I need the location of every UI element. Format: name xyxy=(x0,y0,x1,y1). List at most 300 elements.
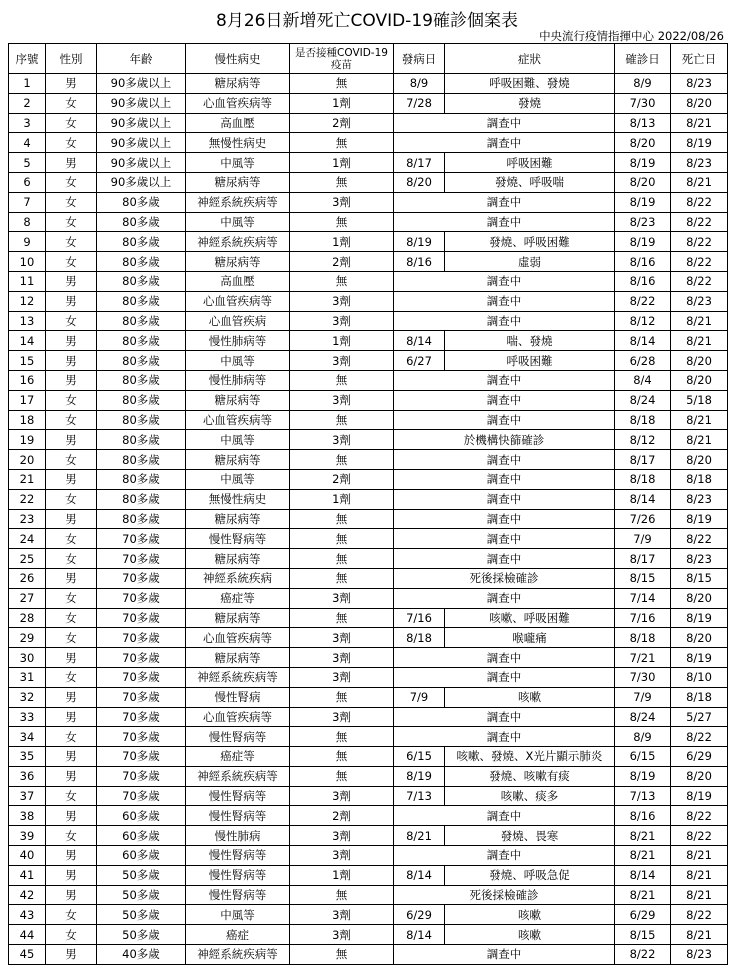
cell-vaccine: 3劑 xyxy=(290,648,394,668)
cell-death: 8/21 xyxy=(671,885,728,905)
cell-history: 神經系統疾病等 xyxy=(186,766,290,786)
cell-age: 80多歲 xyxy=(97,469,186,489)
table-row xyxy=(9,806,728,826)
cell-age: 70多歲 xyxy=(97,747,186,767)
cell-vaccine: 無 xyxy=(290,410,394,430)
cell-index: 43 xyxy=(9,905,46,925)
cell-confirmed: 8/21 xyxy=(615,885,671,905)
cell-age: 70多歲 xyxy=(97,766,186,786)
cell-confirmed: 7/13 xyxy=(615,786,671,806)
cell-age: 80多歲 xyxy=(97,311,186,331)
cell-index: 15 xyxy=(9,351,46,371)
cell-index: 37 xyxy=(9,786,46,806)
cell-index: 3 xyxy=(9,113,46,133)
table-row xyxy=(9,232,728,252)
cell-confirmed: 8/17 xyxy=(615,549,671,569)
cell-sex: 男 xyxy=(46,370,97,390)
table-row xyxy=(9,351,728,371)
cell-onset: 6/27 xyxy=(394,351,445,371)
cell-sex: 男 xyxy=(46,806,97,826)
cell-history: 糖尿病等 xyxy=(186,252,290,272)
cell-symptoms: 咳嗽 xyxy=(445,925,615,945)
cell-confirmed: 8/14 xyxy=(615,489,671,509)
cell-sex: 女 xyxy=(46,608,97,628)
header-history: 慢性病史 xyxy=(186,44,290,74)
cell-confirmed: 8/16 xyxy=(615,271,671,291)
cell-history: 無慢性病史 xyxy=(186,489,290,509)
cell-index: 5 xyxy=(9,153,46,173)
cell-death: 8/23 xyxy=(671,74,728,94)
cell-death: 8/22 xyxy=(671,727,728,747)
cell-history: 中風等 xyxy=(186,905,290,925)
cell-death: 8/15 xyxy=(671,568,728,588)
cell-sex: 女 xyxy=(46,192,97,212)
table-row xyxy=(9,608,728,628)
cell-sex: 男 xyxy=(46,687,97,707)
table-row xyxy=(9,172,728,192)
cell-age: 70多歲 xyxy=(97,667,186,687)
cell-vaccine: 3劑 xyxy=(290,430,394,450)
cell-age: 80多歲 xyxy=(97,192,186,212)
cell-confirmed: 8/4 xyxy=(615,370,671,390)
cell-confirmed: 8/19 xyxy=(615,153,671,173)
cell-symptoms: 死後採檢確診 xyxy=(394,568,615,588)
cell-death: 8/22 xyxy=(671,826,728,846)
cell-symptoms: 咳嗽 xyxy=(445,687,615,707)
header-vaccine: 是否接種COVID-19疫苗 xyxy=(290,44,394,74)
table-row xyxy=(9,113,728,133)
cell-symptoms: 調查中 xyxy=(394,192,615,212)
cell-history: 心血管疾病等 xyxy=(186,707,290,727)
cell-confirmed: 8/18 xyxy=(615,410,671,430)
cell-age: 50多歲 xyxy=(97,865,186,885)
cell-death: 8/21 xyxy=(671,172,728,192)
cell-confirmed: 6/28 xyxy=(615,351,671,371)
cell-symptoms: 呼吸困難 xyxy=(445,153,615,173)
cell-confirmed: 8/16 xyxy=(615,806,671,826)
cell-age: 90多歲以上 xyxy=(97,133,186,153)
header-sex: 性別 xyxy=(46,44,97,74)
cell-symptoms: 虛弱 xyxy=(445,252,615,272)
cell-confirmed: 8/24 xyxy=(615,707,671,727)
cell-confirmed: 8/20 xyxy=(615,172,671,192)
cell-sex: 男 xyxy=(46,74,97,94)
cell-age: 70多歲 xyxy=(97,727,186,747)
cell-confirmed: 8/12 xyxy=(615,311,671,331)
cell-death: 8/21 xyxy=(671,925,728,945)
cell-history: 慢性腎病等 xyxy=(186,806,290,826)
cell-vaccine: 3劑 xyxy=(290,628,394,648)
cell-onset: 8/14 xyxy=(394,925,445,945)
cell-index: 39 xyxy=(9,826,46,846)
cell-symptoms: 喘、發燒 xyxy=(445,331,615,351)
cell-age: 80多歲 xyxy=(97,509,186,529)
cell-death: 8/20 xyxy=(671,93,728,113)
cell-index: 42 xyxy=(9,885,46,905)
cell-sex: 女 xyxy=(46,410,97,430)
cell-sex: 男 xyxy=(46,568,97,588)
cell-index: 26 xyxy=(9,568,46,588)
cell-age: 90多歲以上 xyxy=(97,74,186,94)
cell-symptoms: 調查中 xyxy=(394,450,615,470)
cell-symptoms: 於機構快篩確診 xyxy=(394,430,615,450)
cell-history: 高血壓 xyxy=(186,271,290,291)
cell-confirmed: 7/30 xyxy=(615,93,671,113)
cell-history: 心血管疾病等 xyxy=(186,93,290,113)
cell-vaccine: 2劑 xyxy=(290,469,394,489)
cell-vaccine: 無 xyxy=(290,450,394,470)
cell-onset: 8/9 xyxy=(394,74,445,94)
cell-confirmed: 8/12 xyxy=(615,430,671,450)
cell-index: 9 xyxy=(9,232,46,252)
cell-sex: 男 xyxy=(46,351,97,371)
cell-history: 癌症 xyxy=(186,925,290,945)
cell-vaccine: 3劑 xyxy=(290,390,394,410)
cell-vaccine: 無 xyxy=(290,568,394,588)
cell-symptoms: 調查中 xyxy=(394,806,615,826)
cell-sex: 女 xyxy=(46,93,97,113)
cell-history: 高血壓 xyxy=(186,113,290,133)
cell-vaccine: 1劑 xyxy=(290,93,394,113)
cell-index: 38 xyxy=(9,806,46,826)
cell-sex: 女 xyxy=(46,628,97,648)
cell-symptoms: 調查中 xyxy=(394,648,615,668)
cell-vaccine: 3劑 xyxy=(290,192,394,212)
cell-index: 29 xyxy=(9,628,46,648)
cell-sex: 女 xyxy=(46,905,97,925)
cell-sex: 女 xyxy=(46,390,97,410)
cell-history: 神經系統疾病等 xyxy=(186,945,290,965)
cell-symptoms: 調查中 xyxy=(394,291,615,311)
cell-age: 70多歲 xyxy=(97,628,186,648)
cell-death: 8/18 xyxy=(671,469,728,489)
cell-vaccine: 無 xyxy=(290,133,394,153)
cell-index: 10 xyxy=(9,252,46,272)
cell-age: 70多歲 xyxy=(97,608,186,628)
cell-age: 60多歲 xyxy=(97,806,186,826)
cell-onset: 8/14 xyxy=(394,331,445,351)
cell-symptoms: 發燒、呼吸急促 xyxy=(445,865,615,885)
cell-index: 19 xyxy=(9,430,46,450)
cell-symptoms: 咳嗽、發燒、X光片顯示肺炎 xyxy=(445,747,615,767)
cell-death: 8/22 xyxy=(671,212,728,232)
cell-sex: 女 xyxy=(46,113,97,133)
cell-sex: 女 xyxy=(46,549,97,569)
cell-age: 80多歲 xyxy=(97,271,186,291)
table-row xyxy=(9,905,728,925)
cell-death: 8/19 xyxy=(671,133,728,153)
table-row xyxy=(9,786,728,806)
cell-vaccine: 3劑 xyxy=(290,925,394,945)
cell-sex: 女 xyxy=(46,450,97,470)
cell-death: 5/27 xyxy=(671,707,728,727)
cell-index: 41 xyxy=(9,865,46,885)
cell-sex: 女 xyxy=(46,588,97,608)
cell-index: 40 xyxy=(9,846,46,866)
cell-symptoms: 發燒、咳嗽有痰 xyxy=(445,766,615,786)
cell-vaccine: 1劑 xyxy=(290,153,394,173)
cell-index: 36 xyxy=(9,766,46,786)
cell-age: 70多歲 xyxy=(97,687,186,707)
cell-confirmed: 8/24 xyxy=(615,390,671,410)
cell-onset: 8/19 xyxy=(394,232,445,252)
cell-vaccine: 3劑 xyxy=(290,707,394,727)
table-row xyxy=(9,509,728,529)
cell-index: 31 xyxy=(9,667,46,687)
cell-death: 8/22 xyxy=(671,806,728,826)
table-row xyxy=(9,766,728,786)
cell-history: 糖尿病等 xyxy=(186,608,290,628)
cell-history: 神經系統疾病等 xyxy=(186,192,290,212)
header-age: 年齡 xyxy=(97,44,186,74)
page-title: 8月26日新增死亡COVID-19確診個案表 xyxy=(216,11,518,31)
cell-age: 70多歲 xyxy=(97,648,186,668)
cell-death: 8/21 xyxy=(671,846,728,866)
cell-index: 13 xyxy=(9,311,46,331)
cell-symptoms: 調查中 xyxy=(394,311,615,331)
cell-history: 慢性肺病等 xyxy=(186,331,290,351)
cell-index: 45 xyxy=(9,945,46,965)
table-row xyxy=(9,826,728,846)
cell-vaccine: 2劑 xyxy=(290,806,394,826)
cell-symptoms: 調查中 xyxy=(394,549,615,569)
table-row xyxy=(9,925,728,945)
cell-confirmed: 8/15 xyxy=(615,925,671,945)
cell-history: 糖尿病等 xyxy=(186,648,290,668)
cell-onset: 8/16 xyxy=(394,252,445,272)
cell-vaccine: 無 xyxy=(290,529,394,549)
cell-index: 18 xyxy=(9,410,46,430)
cell-age: 90多歲以上 xyxy=(97,93,186,113)
cell-index: 4 xyxy=(9,133,46,153)
cell-history: 中風等 xyxy=(186,430,290,450)
cell-onset: 8/14 xyxy=(394,865,445,885)
cell-confirmed: 8/19 xyxy=(615,232,671,252)
cell-history: 神經系統疾病等 xyxy=(186,667,290,687)
cell-symptoms: 調查中 xyxy=(394,509,615,529)
cell-index: 22 xyxy=(9,489,46,509)
cell-death: 8/23 xyxy=(671,945,728,965)
table-row xyxy=(9,687,728,707)
table-body xyxy=(9,74,728,965)
cell-age: 90多歲以上 xyxy=(97,113,186,133)
cell-history: 慢性肺病等 xyxy=(186,370,290,390)
cell-vaccine: 無 xyxy=(290,549,394,569)
cell-sex: 男 xyxy=(46,865,97,885)
cell-death: 8/19 xyxy=(671,648,728,668)
cell-history: 糖尿病等 xyxy=(186,390,290,410)
cell-sex: 男 xyxy=(46,885,97,905)
cell-confirmed: 8/18 xyxy=(615,469,671,489)
cell-confirmed: 7/21 xyxy=(615,648,671,668)
cell-index: 33 xyxy=(9,707,46,727)
source-note: 中央流行疫情指揮中心 2022/08/26 xyxy=(539,29,724,43)
cell-history: 慢性腎病等 xyxy=(186,529,290,549)
cell-onset: 6/15 xyxy=(394,747,445,767)
cell-symptoms: 調查中 xyxy=(394,707,615,727)
cell-index: 28 xyxy=(9,608,46,628)
cell-confirmed: 8/18 xyxy=(615,628,671,648)
cell-confirmed: 8/14 xyxy=(615,331,671,351)
table-row xyxy=(9,747,728,767)
cell-symptoms: 調查中 xyxy=(394,945,615,965)
cell-index: 2 xyxy=(9,93,46,113)
cell-symptoms: 調查中 xyxy=(394,469,615,489)
cell-age: 80多歲 xyxy=(97,291,186,311)
cell-vaccine: 3劑 xyxy=(290,905,394,925)
cell-sex: 女 xyxy=(46,727,97,747)
cell-symptoms: 調查中 xyxy=(394,370,615,390)
table-row xyxy=(9,568,728,588)
cell-confirmed: 8/21 xyxy=(615,826,671,846)
cell-confirmed: 7/26 xyxy=(615,509,671,529)
cell-confirmed: 7/30 xyxy=(615,667,671,687)
cell-history: 慢性腎病等 xyxy=(186,885,290,905)
cell-age: 80多歲 xyxy=(97,489,186,509)
cell-confirmed: 7/9 xyxy=(615,687,671,707)
cell-death: 8/18 xyxy=(671,687,728,707)
cell-index: 30 xyxy=(9,648,46,668)
cell-death: 8/10 xyxy=(671,667,728,687)
cell-symptoms: 調查中 xyxy=(394,529,615,549)
header-onset: 發病日 xyxy=(394,44,445,74)
cell-vaccine: 3劑 xyxy=(290,786,394,806)
cell-vaccine: 3劑 xyxy=(290,291,394,311)
cell-symptoms: 調查中 xyxy=(394,846,615,866)
cell-death: 8/21 xyxy=(671,113,728,133)
cell-vaccine: 無 xyxy=(290,608,394,628)
table-row xyxy=(9,93,728,113)
cell-confirmed: 8/19 xyxy=(615,766,671,786)
cell-vaccine: 無 xyxy=(290,945,394,965)
cell-death: 8/20 xyxy=(671,588,728,608)
cell-confirmed: 6/15 xyxy=(615,747,671,767)
cell-symptoms: 發燒、呼吸喘 xyxy=(445,172,615,192)
cell-confirmed: 7/9 xyxy=(615,529,671,549)
cell-index: 21 xyxy=(9,469,46,489)
table-row xyxy=(9,153,728,173)
cell-age: 60多歲 xyxy=(97,846,186,866)
cell-symptoms: 調查中 xyxy=(394,133,615,153)
cell-history: 神經系統疾病等 xyxy=(186,232,290,252)
cell-death: 8/21 xyxy=(671,311,728,331)
cell-vaccine: 1劑 xyxy=(290,331,394,351)
cell-age: 90多歲以上 xyxy=(97,153,186,173)
cell-age: 50多歲 xyxy=(97,885,186,905)
cell-history: 心血管疾病等 xyxy=(186,628,290,648)
table-row xyxy=(9,727,728,747)
cell-vaccine: 無 xyxy=(290,370,394,390)
cell-symptoms: 死後採檢確診 xyxy=(394,885,615,905)
cell-onset: 8/19 xyxy=(394,766,445,786)
cell-death: 8/21 xyxy=(671,331,728,351)
cell-confirmed: 8/15 xyxy=(615,568,671,588)
cell-history: 神經系統疾病 xyxy=(186,568,290,588)
cell-age: 70多歲 xyxy=(97,529,186,549)
cell-age: 70多歲 xyxy=(97,786,186,806)
cell-age: 50多歲 xyxy=(97,905,186,925)
cell-index: 32 xyxy=(9,687,46,707)
cell-sex: 女 xyxy=(46,826,97,846)
cell-history: 慢性腎病等 xyxy=(186,786,290,806)
cell-vaccine: 無 xyxy=(290,687,394,707)
cell-vaccine: 1劑 xyxy=(290,232,394,252)
cell-death: 8/21 xyxy=(671,430,728,450)
cell-sex: 男 xyxy=(46,846,97,866)
cell-history: 心血管疾病等 xyxy=(186,410,290,430)
cell-sex: 男 xyxy=(46,509,97,529)
cell-death: 8/20 xyxy=(671,628,728,648)
cell-vaccine: 無 xyxy=(290,885,394,905)
cell-confirmed: 8/17 xyxy=(615,450,671,470)
cell-onset: 8/20 xyxy=(394,172,445,192)
cell-age: 80多歲 xyxy=(97,252,186,272)
cell-index: 7 xyxy=(9,192,46,212)
cell-vaccine: 3劑 xyxy=(290,351,394,371)
table-row xyxy=(9,450,728,470)
cell-onset: 7/13 xyxy=(394,786,445,806)
cell-sex: 女 xyxy=(46,311,97,331)
cell-death: 8/20 xyxy=(671,351,728,371)
table-row xyxy=(9,667,728,687)
cell-onset: 8/18 xyxy=(394,628,445,648)
cell-history: 無慢性病史 xyxy=(186,133,290,153)
cell-death: 8/19 xyxy=(671,608,728,628)
cell-death: 8/19 xyxy=(671,786,728,806)
cell-age: 70多歲 xyxy=(97,549,186,569)
cell-onset: 7/9 xyxy=(394,687,445,707)
cell-symptoms: 調查中 xyxy=(394,489,615,509)
cell-vaccine: 3劑 xyxy=(290,311,394,331)
header-confirmed: 確診日 xyxy=(615,44,671,74)
cell-index: 44 xyxy=(9,925,46,945)
table-row xyxy=(9,430,728,450)
cell-sex: 女 xyxy=(46,925,97,945)
cell-vaccine: 無 xyxy=(290,747,394,767)
cell-sex: 男 xyxy=(46,766,97,786)
cell-death: 8/23 xyxy=(671,153,728,173)
cell-sex: 女 xyxy=(46,212,97,232)
header-index: 序號 xyxy=(9,44,46,74)
table-row xyxy=(9,390,728,410)
cell-onset: 8/17 xyxy=(394,153,445,173)
cell-death: 8/22 xyxy=(671,271,728,291)
cell-death: 8/21 xyxy=(671,410,728,430)
cell-confirmed: 8/9 xyxy=(615,74,671,94)
cell-symptoms: 調查中 xyxy=(394,113,615,133)
cell-history: 糖尿病等 xyxy=(186,549,290,569)
cell-index: 20 xyxy=(9,450,46,470)
cell-onset: 8/21 xyxy=(394,826,445,846)
cell-sex: 男 xyxy=(46,331,97,351)
cell-symptoms: 調查中 xyxy=(394,727,615,747)
cell-death: 8/20 xyxy=(671,370,728,390)
cell-symptoms: 呼吸困難 xyxy=(445,351,615,371)
cell-vaccine: 無 xyxy=(290,766,394,786)
cell-confirmed: 8/22 xyxy=(615,945,671,965)
death-cases-table xyxy=(8,43,728,965)
cell-symptoms: 發燒、呼吸困難 xyxy=(445,232,615,252)
cell-history: 癌症等 xyxy=(186,747,290,767)
cell-history: 癌症等 xyxy=(186,588,290,608)
cell-sex: 女 xyxy=(46,133,97,153)
cell-sex: 男 xyxy=(46,945,97,965)
table-row xyxy=(9,469,728,489)
cell-age: 80多歲 xyxy=(97,331,186,351)
cell-index: 34 xyxy=(9,727,46,747)
cell-index: 6 xyxy=(9,172,46,192)
cell-death: 8/23 xyxy=(671,291,728,311)
